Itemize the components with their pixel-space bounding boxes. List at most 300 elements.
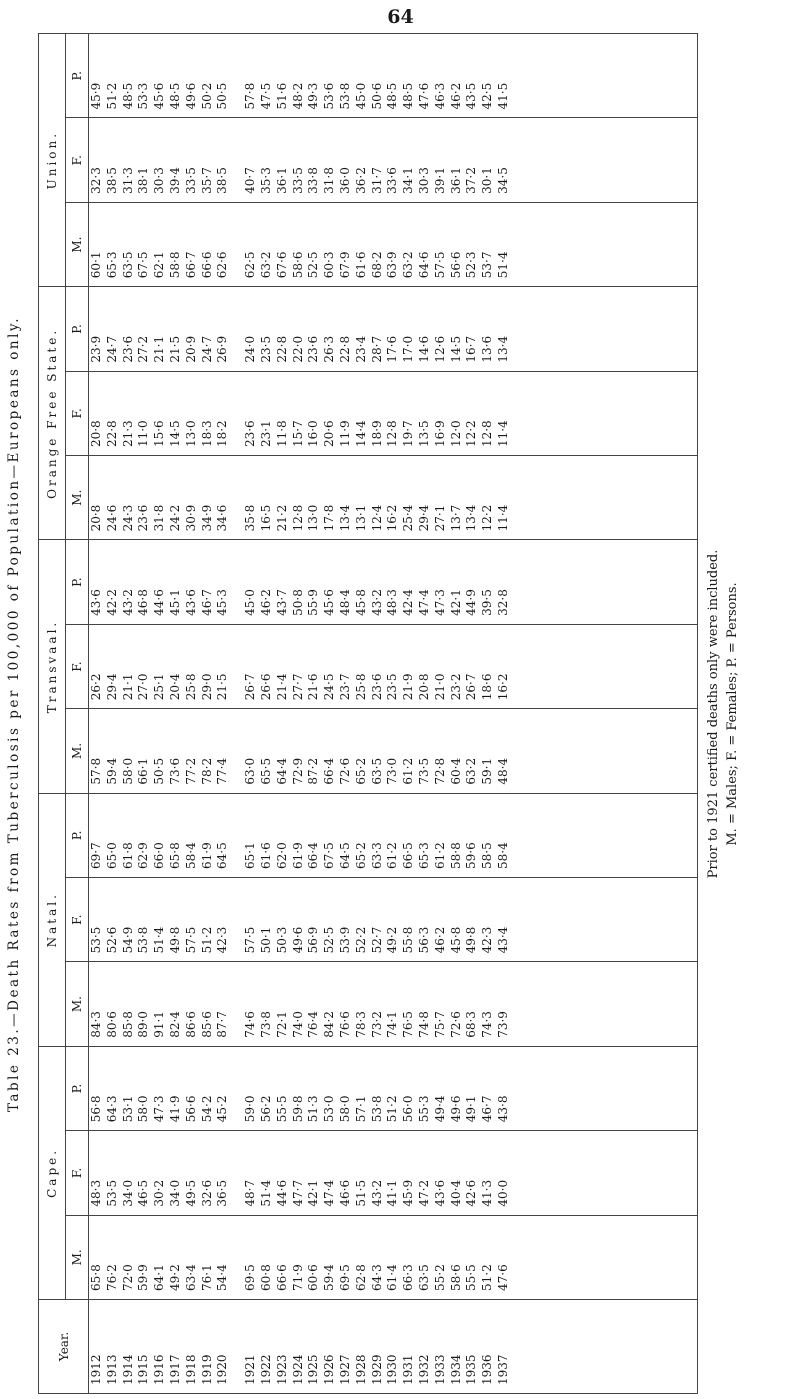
table-cell: 45·3 xyxy=(215,589,230,616)
table-cell: 57·5 xyxy=(243,926,258,954)
table-cell: 66·4 xyxy=(306,842,321,870)
table-cell: 64·4 xyxy=(274,757,289,785)
table-cell: 26·7 xyxy=(243,673,258,701)
table-cell: 76·6 xyxy=(337,1011,352,1038)
table-cell: 73·0 xyxy=(385,757,400,785)
table-cell: 43·6 xyxy=(89,589,103,616)
table-cell: 51·2 xyxy=(104,82,119,110)
table-cell: 44·6 xyxy=(152,589,167,616)
table-cell: 26·7 xyxy=(464,673,479,701)
table-cell: 75·7 xyxy=(432,1011,447,1038)
table-cell: 52·7 xyxy=(369,926,384,954)
orange-free-state-f-header: F. xyxy=(66,371,89,455)
table-cell: 57·1 xyxy=(353,1095,368,1123)
table-cell: 56·0 xyxy=(401,1095,416,1123)
table-cell: 77·2 xyxy=(183,757,198,785)
table-cell: 1932 xyxy=(416,1354,431,1385)
table-cell: 1931 xyxy=(401,1354,416,1385)
table-cell: 27·1 xyxy=(432,504,447,532)
table-cell: 41·3 xyxy=(480,1179,495,1207)
cape-f-header: F. xyxy=(66,1131,89,1215)
table-cell: 67·6 xyxy=(274,251,289,279)
table-cell: 50·3 xyxy=(274,926,289,954)
table-cell: 50·5 xyxy=(215,82,230,110)
table-cell: 34·0 xyxy=(120,1179,135,1207)
table-cell: 13·4 xyxy=(337,504,352,532)
table-cell: 41·1 xyxy=(385,1179,400,1207)
table-cell: 23·9 xyxy=(89,335,103,363)
table-cell: 51·4 xyxy=(152,926,167,954)
table-cell: 42·1 xyxy=(306,1179,321,1207)
table-cell: 34·9 xyxy=(199,504,214,532)
values-group-1921-1937 xyxy=(243,1047,512,1130)
table-cell: 33·8 xyxy=(306,167,321,194)
table-cell: 46·2 xyxy=(448,82,463,110)
table-cell: 56·6 xyxy=(448,251,463,279)
table-cell: 48·3 xyxy=(89,1179,103,1207)
table-cell: 61·9 xyxy=(199,842,214,870)
table-cell: 49·8 xyxy=(464,926,479,954)
table-cell: 62·8 xyxy=(353,1264,368,1291)
table-cell: 1918 xyxy=(183,1354,198,1385)
values-group-1912-1920 xyxy=(89,962,231,1045)
table-cell: 67·5 xyxy=(322,842,337,870)
table-cell: 68·2 xyxy=(369,251,384,279)
table-cell: 32·6 xyxy=(199,1179,214,1207)
table-cell: 1926 xyxy=(322,1354,337,1385)
table-cell: 65·3 xyxy=(104,251,119,279)
table-cell: 62·0 xyxy=(274,842,289,870)
values-group-1921-1937 xyxy=(243,709,512,792)
table-cell: 62·1 xyxy=(152,251,167,279)
table-cell: 61·9 xyxy=(290,842,305,870)
rotated-table-area xyxy=(4,34,764,1394)
table-cell: 21·6 xyxy=(306,673,321,701)
table-cell: 59·0 xyxy=(243,1095,258,1123)
values-group-1912-1920 xyxy=(89,34,231,117)
table-cell: 1913 xyxy=(104,1354,119,1385)
table-cell: 69·7 xyxy=(89,842,103,870)
table-cell: 51·4 xyxy=(495,251,510,279)
table-cell: 66·1 xyxy=(136,757,151,785)
table-cell: 11·9 xyxy=(337,420,352,448)
year-column-header: Year. xyxy=(39,1300,89,1394)
table-cell: 65·8 xyxy=(167,842,182,870)
table-cell: 63·5 xyxy=(416,1264,431,1291)
table-cell: 13·4 xyxy=(464,504,479,532)
table-cell: 65·0 xyxy=(104,842,119,870)
natal-m-column xyxy=(89,962,698,1046)
region-header-natal: Natal. xyxy=(39,793,66,1046)
table-cell: 26·3 xyxy=(322,335,337,363)
union-f-header: F. xyxy=(66,118,89,202)
values-group-1912-1920 xyxy=(89,118,231,201)
table-cell: 30·3 xyxy=(416,167,431,194)
table-cell: 49·1 xyxy=(464,1095,479,1123)
values-group-1912-1920 xyxy=(89,794,231,877)
table-cell: 55·5 xyxy=(464,1264,479,1291)
table-cell: 43·2 xyxy=(120,589,135,616)
table-cell: 47·2 xyxy=(416,1179,431,1207)
table-cell: 45·6 xyxy=(152,82,167,110)
footnote-legend: M. = Males; F. = Females; P. = Persons. xyxy=(725,582,740,846)
table-cell: 51·5 xyxy=(353,1179,368,1207)
table-cell: 63·9 xyxy=(385,251,400,279)
table-cell: 43·7 xyxy=(274,589,289,616)
table-cell: 69·5 xyxy=(337,1264,352,1291)
table-cell: 32·3 xyxy=(89,167,103,194)
table-cell: 63·5 xyxy=(120,251,135,279)
table-cell: 58·5 xyxy=(480,842,495,870)
table-cell: 21·3 xyxy=(120,420,135,448)
table-cell: 17·6 xyxy=(385,335,400,363)
table-cell: 36·1 xyxy=(274,167,289,194)
table-cell: 51·2 xyxy=(199,926,214,954)
table-cell: 58·8 xyxy=(167,251,182,279)
table-cell: 57·8 xyxy=(89,757,103,785)
table-cell: 63·2 xyxy=(258,251,273,279)
table-cell: 13·5 xyxy=(416,420,431,448)
table-cell: 48·5 xyxy=(120,82,135,110)
table-cell: 53·8 xyxy=(369,1095,384,1123)
table-cell: 48·3 xyxy=(385,589,400,616)
transvaal-m-header: M. xyxy=(66,709,89,793)
table-cell: 18·6 xyxy=(480,673,495,701)
table-cell: 89·0 xyxy=(136,1011,151,1038)
table-cell: 60·6 xyxy=(306,1264,321,1291)
table-cell: 49·5 xyxy=(183,1179,198,1207)
table-cell: 22·8 xyxy=(104,420,119,448)
orange-free-state-p-column xyxy=(89,287,698,371)
table-cell: 58·0 xyxy=(337,1095,352,1123)
table-cell: 20·6 xyxy=(322,420,337,448)
values-group-1912-1920 xyxy=(89,625,231,708)
table-cell: 14·5 xyxy=(167,420,182,448)
orange-free-state-m-column xyxy=(89,456,698,540)
values-group-1912-1920 xyxy=(89,540,231,623)
table-cell: 12·0 xyxy=(448,420,463,448)
table-cell: 72·6 xyxy=(448,1011,463,1038)
table-cell: 20·9 xyxy=(183,335,198,363)
table-cell: 45·0 xyxy=(243,589,258,616)
table-cell: 12·8 xyxy=(480,420,495,448)
table-cell: 13·6 xyxy=(480,335,495,363)
table-cell: 1937 xyxy=(495,1354,510,1385)
table-cell: 55·8 xyxy=(401,926,416,954)
table-cell: 34·6 xyxy=(215,504,230,532)
table-cell: 48·4 xyxy=(337,589,352,616)
table-cell: 20·8 xyxy=(416,673,431,701)
table-cell: 53·5 xyxy=(89,926,103,954)
table-cell: 22·8 xyxy=(337,335,352,363)
table-cell: 12·2 xyxy=(480,504,495,532)
table-cell: 63·3 xyxy=(369,842,384,870)
table-cell: 72·6 xyxy=(337,757,352,785)
table-cell: 61·4 xyxy=(385,1264,400,1291)
table-cell: 1930 xyxy=(385,1354,400,1385)
values-group-1912-1920 xyxy=(89,1216,231,1299)
table-cell: 74·6 xyxy=(243,1011,258,1038)
table-cell: 53·8 xyxy=(337,82,352,110)
table-cell: 27·2 xyxy=(136,335,151,363)
table-cell: 76·4 xyxy=(306,1011,321,1038)
table-cell: 36·5 xyxy=(215,1179,230,1207)
table-cell: 64·3 xyxy=(104,1095,119,1123)
table-cell: 34·1 xyxy=(401,167,416,194)
table-cell: 51·3 xyxy=(306,1095,321,1123)
table-cell: 23·5 xyxy=(385,673,400,701)
table-cell: 20·8 xyxy=(89,420,103,448)
table-cell: 35·8 xyxy=(243,504,258,532)
table-cell: 49·6 xyxy=(183,82,198,110)
table-cell: 33·5 xyxy=(183,167,198,194)
table-cell: 21·1 xyxy=(120,673,135,701)
table-cell: 50·2 xyxy=(199,82,214,110)
table-cell: 1925 xyxy=(306,1354,321,1385)
table-cell: 49·8 xyxy=(167,926,182,954)
values-group-1912-1920 xyxy=(89,203,231,286)
table-cell: 65·2 xyxy=(353,842,368,870)
table-cell: 62·6 xyxy=(215,251,230,279)
table-cell: 18·9 xyxy=(369,420,384,448)
table-cell: 47·6 xyxy=(495,1264,510,1291)
table-cell: 34·5 xyxy=(495,167,510,194)
table-cell: 43·6 xyxy=(183,589,198,616)
table-cell: 31·8 xyxy=(152,504,167,532)
table-cell: 13·7 xyxy=(448,504,463,532)
table-cell: 16·5 xyxy=(258,504,273,532)
table-cell: 48·5 xyxy=(401,82,416,110)
table-cell: 80·6 xyxy=(104,1011,119,1038)
table-cell: 46·7 xyxy=(199,589,214,616)
table-cell: 63·2 xyxy=(401,251,416,279)
table-cell: 46·7 xyxy=(480,1095,495,1123)
table-cell: 77·4 xyxy=(215,757,230,785)
orange-free-state-m-header: M. xyxy=(66,456,89,540)
table-cell: 76·5 xyxy=(401,1011,416,1038)
table-cell: 17·8 xyxy=(322,504,337,532)
table-cell: 74·8 xyxy=(416,1011,431,1038)
table-cell: 20·4 xyxy=(167,673,182,701)
transvaal-p-header: P. xyxy=(66,540,89,624)
table-cell: 72·8 xyxy=(432,757,447,785)
table-cell: 29·4 xyxy=(416,504,431,532)
table-cell: 36·1 xyxy=(448,167,463,194)
transvaal-f-column xyxy=(89,624,698,708)
table-cell: 25·4 xyxy=(401,504,416,532)
table-cell: 12·8 xyxy=(290,504,305,532)
table-cell: 39·1 xyxy=(432,167,447,194)
table-cell: 54·9 xyxy=(120,926,135,954)
table-cell: 56·3 xyxy=(416,926,431,954)
table-cell: 29·0 xyxy=(199,673,214,701)
table-cell: 64·6 xyxy=(416,251,431,279)
table-cell: 1927 xyxy=(337,1354,352,1385)
values-group-1912-1920 xyxy=(89,372,231,455)
values-group-1912-1920 xyxy=(89,709,231,792)
table-cell: 13·1 xyxy=(353,504,368,532)
table-cell: 53·6 xyxy=(322,82,337,110)
table-cell: 47·6 xyxy=(416,82,431,110)
table-cell: 22·0 xyxy=(290,335,305,363)
table-cell: 61·2 xyxy=(401,757,416,785)
table-cell: 43·8 xyxy=(495,1095,510,1123)
table-cell: 31·7 xyxy=(369,167,384,194)
table-cell: 40·4 xyxy=(448,1179,463,1207)
table-cell: 64·1 xyxy=(152,1264,167,1291)
table-cell: 16·2 xyxy=(495,673,510,701)
table-cell: 74·1 xyxy=(385,1011,400,1038)
table-cell: 11·0 xyxy=(136,420,151,448)
table-cell: 1912 xyxy=(89,1354,103,1385)
table-cell: 72·9 xyxy=(290,757,305,785)
table-cell: 1921 xyxy=(243,1354,258,1385)
table-cell: 45·8 xyxy=(353,589,368,616)
table-cell: 85·8 xyxy=(120,1011,135,1038)
table-cell: 24·0 xyxy=(243,335,258,363)
table-cell: 66·5 xyxy=(401,842,416,870)
table-cell: 1934 xyxy=(448,1354,463,1385)
table-cell: 32·8 xyxy=(495,589,510,616)
table-cell: 58·6 xyxy=(448,1264,463,1291)
table-cell: 58·8 xyxy=(448,842,463,870)
table-cell: 12·6 xyxy=(432,335,447,363)
table-cell: 13·4 xyxy=(495,335,510,363)
table-cell: 21·5 xyxy=(215,673,230,701)
values-group-1912-1920 xyxy=(89,287,231,370)
table-footnotes xyxy=(704,34,742,1394)
table-cell: 63·0 xyxy=(243,757,258,785)
table-cell: 58·4 xyxy=(183,842,198,870)
table-cell: 55·3 xyxy=(416,1095,431,1123)
table-cell: 49·6 xyxy=(290,926,305,954)
table-cell: 53·9 xyxy=(337,926,352,954)
table-cell: 58·6 xyxy=(290,251,305,279)
table-cell: 1928 xyxy=(353,1354,368,1385)
values-group-1921-1937 xyxy=(243,456,512,539)
table-cell: 31·8 xyxy=(322,167,337,194)
table-cell: 54·4 xyxy=(215,1264,230,1291)
table-cell: 60·4 xyxy=(448,757,463,785)
table-cell: 87·2 xyxy=(306,757,321,785)
table-cell: 66·7 xyxy=(183,251,198,279)
cape-m-header: M. xyxy=(66,1215,89,1299)
cape-p-header: P. xyxy=(66,1046,89,1130)
table-cell: 27·0 xyxy=(136,673,151,701)
table-cell: 1916 xyxy=(152,1354,167,1385)
table-cell: 30·2 xyxy=(152,1179,167,1207)
table-cell: 47·3 xyxy=(152,1095,167,1123)
table-cell: 23·7 xyxy=(337,673,352,701)
table-cell: 13·0 xyxy=(183,420,198,448)
values-group-1921-1937 xyxy=(243,372,512,455)
table-cell: 15·6 xyxy=(152,420,167,448)
page-number: 64 xyxy=(387,6,414,28)
table-cell: 86·6 xyxy=(183,1011,198,1038)
natal-f-column xyxy=(89,878,698,962)
table-cell: 72·1 xyxy=(274,1011,289,1038)
table-cell: 47·4 xyxy=(322,1179,337,1207)
table-cell: 21·9 xyxy=(401,673,416,701)
table-cell: 64·5 xyxy=(215,842,230,870)
table-cell: 64·5 xyxy=(337,842,352,870)
table-cell: 42·5 xyxy=(480,82,495,110)
table-cell: 22·8 xyxy=(274,335,289,363)
table-cell: 53·7 xyxy=(480,251,495,279)
table-cell: 49·3 xyxy=(306,82,321,110)
table-cell: 52·3 xyxy=(464,251,479,279)
table-cell: 1920 xyxy=(215,1354,230,1385)
table-cell: 59·6 xyxy=(464,842,479,870)
table-cell: 23·4 xyxy=(353,335,368,363)
values-group-1921-1937 xyxy=(243,203,512,286)
table-cell: 36·2 xyxy=(353,167,368,194)
table-cell: 24·7 xyxy=(199,335,214,363)
table-cell: 42·4 xyxy=(401,589,416,616)
table-cell: 35·7 xyxy=(199,167,214,194)
table-cell: 61·2 xyxy=(385,842,400,870)
table-cell: 47·5 xyxy=(258,82,273,110)
table-cell: 52·5 xyxy=(322,926,337,954)
table-cell: 84·3 xyxy=(89,1011,103,1038)
table-cell: 35·3 xyxy=(258,167,273,194)
table-cell: 56·2 xyxy=(258,1095,273,1123)
table-cell: 19·7 xyxy=(401,420,416,448)
table-cell: 85·6 xyxy=(199,1011,214,1038)
table-cell: 46·5 xyxy=(136,1179,151,1207)
table-cell: 14·6 xyxy=(416,335,431,363)
table-cell: 65·8 xyxy=(89,1264,103,1291)
table-cell: 68·3 xyxy=(464,1011,479,1038)
table-cell: 39·4 xyxy=(167,167,182,194)
table-cell: 53·5 xyxy=(104,1179,119,1207)
table-cell: 71·9 xyxy=(290,1264,305,1291)
table-cell: 66·6 xyxy=(274,1264,289,1291)
year-column xyxy=(89,1300,698,1394)
table-cell: 1929 xyxy=(369,1354,384,1385)
table-cell: 18·2 xyxy=(215,420,230,448)
table-cell: 23·6 xyxy=(136,504,151,532)
values-group-1921-1937 xyxy=(243,794,512,877)
table-cell: 73·6 xyxy=(167,757,182,785)
transvaal-m-column xyxy=(89,709,698,793)
table-cell: 49·2 xyxy=(385,926,400,954)
table-cell: 48·4 xyxy=(495,757,510,785)
values-group-1921-1937 xyxy=(243,118,512,201)
table-cell: 30·9 xyxy=(183,504,198,532)
natal-p-column xyxy=(89,793,698,877)
table-cell: 49·6 xyxy=(448,1095,463,1123)
table-cell: 44·6 xyxy=(274,1179,289,1207)
values-group-1921-1937 xyxy=(243,962,512,1045)
table-cell: 43·5 xyxy=(464,82,479,110)
table-cell: 24·7 xyxy=(104,335,119,363)
table-cell: 59·8 xyxy=(290,1095,305,1123)
table-cell: 43·2 xyxy=(369,1179,384,1207)
table-cell: 11·4 xyxy=(495,504,510,532)
table-cell: 55·9 xyxy=(306,589,321,616)
table-cell: 62·9 xyxy=(136,842,151,870)
table-cell: 37·2 xyxy=(464,167,479,194)
table-cell: 82·4 xyxy=(167,1011,182,1038)
table-cell: 61·6 xyxy=(258,842,273,870)
table-cell: 74·0 xyxy=(290,1011,305,1038)
table-cell: 49·4 xyxy=(432,1095,447,1123)
table-cell: 45·8 xyxy=(448,926,463,954)
table-cell: 53·0 xyxy=(322,1095,337,1123)
table-cell: 24·2 xyxy=(167,504,182,532)
table-cell: 45·1 xyxy=(167,589,182,616)
